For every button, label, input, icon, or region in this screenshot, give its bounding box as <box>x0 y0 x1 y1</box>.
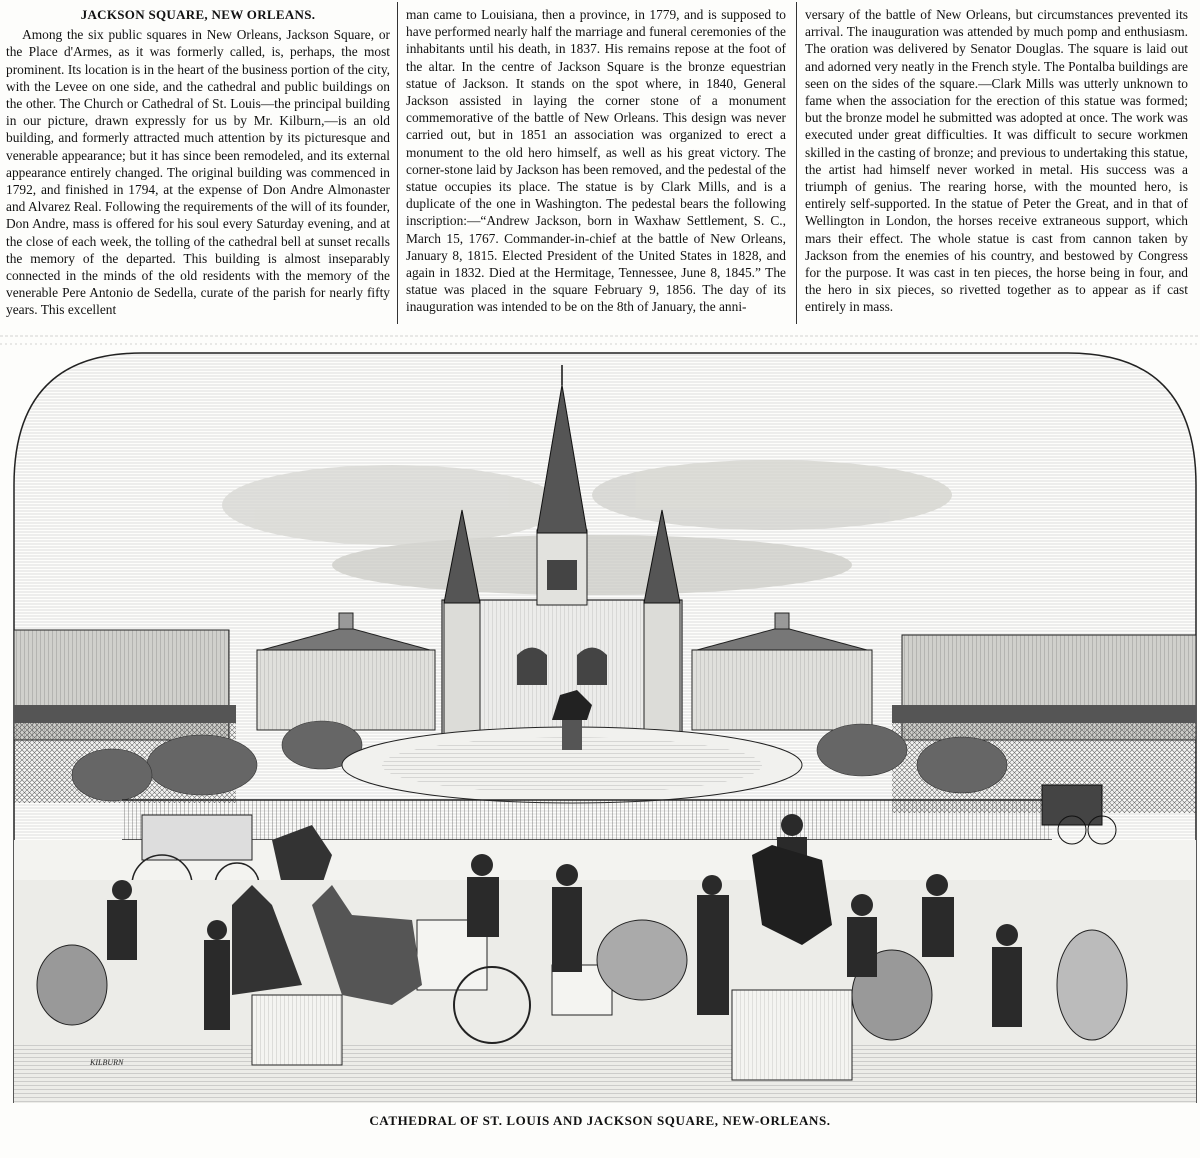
barrel <box>597 920 687 1000</box>
article-column-3 <box>805 6 1188 316</box>
article-text-column-1: Among the six public squares in New Orleans, Jackson Square, or the Place d'Armes, as it was formerly called, is, perhaps, the most prominent. Its location is in the heart of the business portion of the city, with the Levee on one side, and the cathedral and public buildings on the other. The Church or Cathedral of St. Louis—the principal building in our picture, drawn expressly for us by Mr. Kilburn,—is an old building, and formerly attracted much attention by its picturesque and venerable appearance; but it has since been remodeled, and its external appearance entirely changed. The original building was commenced in 1792, and finished in 1794, at the expense of Don Andre Almonaster and Alvarez Real. Following the requirements of the will of its founder, Don Andre, mass is offered for his soul every Saturday evening, and at the close of each week, the tolling of the cathedral bell at sunset recalls the memory of the departed. This building is almost inseparably connected in the minds of the old residents with the memory of the venerable Pere Antonio de Sedella, curate of the parish for nearly fifty years. This excellent <box>6 27 390 318</box>
iron-fence <box>122 800 1052 840</box>
article-column-1 <box>6 6 390 319</box>
illustration-caption: CATHEDRAL OF ST. LOUIS AND JACKSON SQUARE, NEW-ORLEANS. <box>369 1113 831 1128</box>
engraver-signature: KILBURN <box>90 1058 124 1067</box>
barrel <box>1057 930 1127 1040</box>
article-text-column-2: man came to Louisiana, then a province, in 1779, and is supposed to have performed nearly half the marriage and funeral ceremonies of the inhabitants until his death, in 1837. His remains repose at the foot of the altar. In the centre of Jackson Square is the bronze equestrian statue of Jackson. It stands on the spot where, in 1840, General Jackson assisted in laying the corner stone of a monument commemorative of the battle of New Orleans. This design was never carried out, but in 1851 an association was organized to erect a monument to the old hero himself, as well as his great victory. The corner-stone laid by Jackson has been removed, and the pedestal of the statue occupies its place. The statue is by Clark Mills, and is a duplicate of the one in Washington. The pedestal bears the following inscription:—“Andrew Jackson, born in Waxhaw Settlement, S. C., March 15, 1767. Commander-in-chief at the battle of New Orleans, January 8, 1815. Elected President of the United States in 1828, and again in 1832. Died at the Hermitage, Tennessee, June 8, 1845.” The statue was placed in the square February 9, 1856. The day of its inauguration was intended to be on the 8th of January, the anni- <box>406 7 786 315</box>
cathedral-square-engraving <box>12 345 1198 1105</box>
article-text-column-3: versary of the battle of New Orleans, but circumstances prevented its arrival. The inauguration was attended by much pomp and enthusiasm. The oration was delivered by Senator Douglas. The square is laid out and adorned very neatly in the French style. The Pontalba buildings are seen on the sides of the square.—Clark Mills was utterly unknown to fame when the association for the erection of this statue was formed; but the bronze model he submitted was adopted at once. The work was executed under great difficulties. It was difficult to secure workmen skilled in the casting of bronze; and previous to undertaking this statue, the artist had himself never worked in metal. His success was a triumph of genius. The rearing horse, with the mounted hero, is entirely self-supported. In the statue of Peter the Great, and in that of Wellington in London, the horses receive extraneous support, which mars their effect. The whole statue is cast from cannon taken by Jackson from the enemies of his country, and bestowed by Congress for the purpose. It was cast in ten pieces, the horse being in four, and the hero in six pieces, so rivetted together as to appear as if cast entirely in mass. <box>805 7 1188 315</box>
engraving-illustration <box>12 345 1198 1105</box>
article-headline: JACKSON SQUARE, NEW ORLEANS. <box>80 7 316 22</box>
barrel <box>37 945 107 1025</box>
article-column-2 <box>406 6 786 316</box>
column-rule-1 <box>397 2 398 324</box>
column-rule-2 <box>796 2 797 324</box>
